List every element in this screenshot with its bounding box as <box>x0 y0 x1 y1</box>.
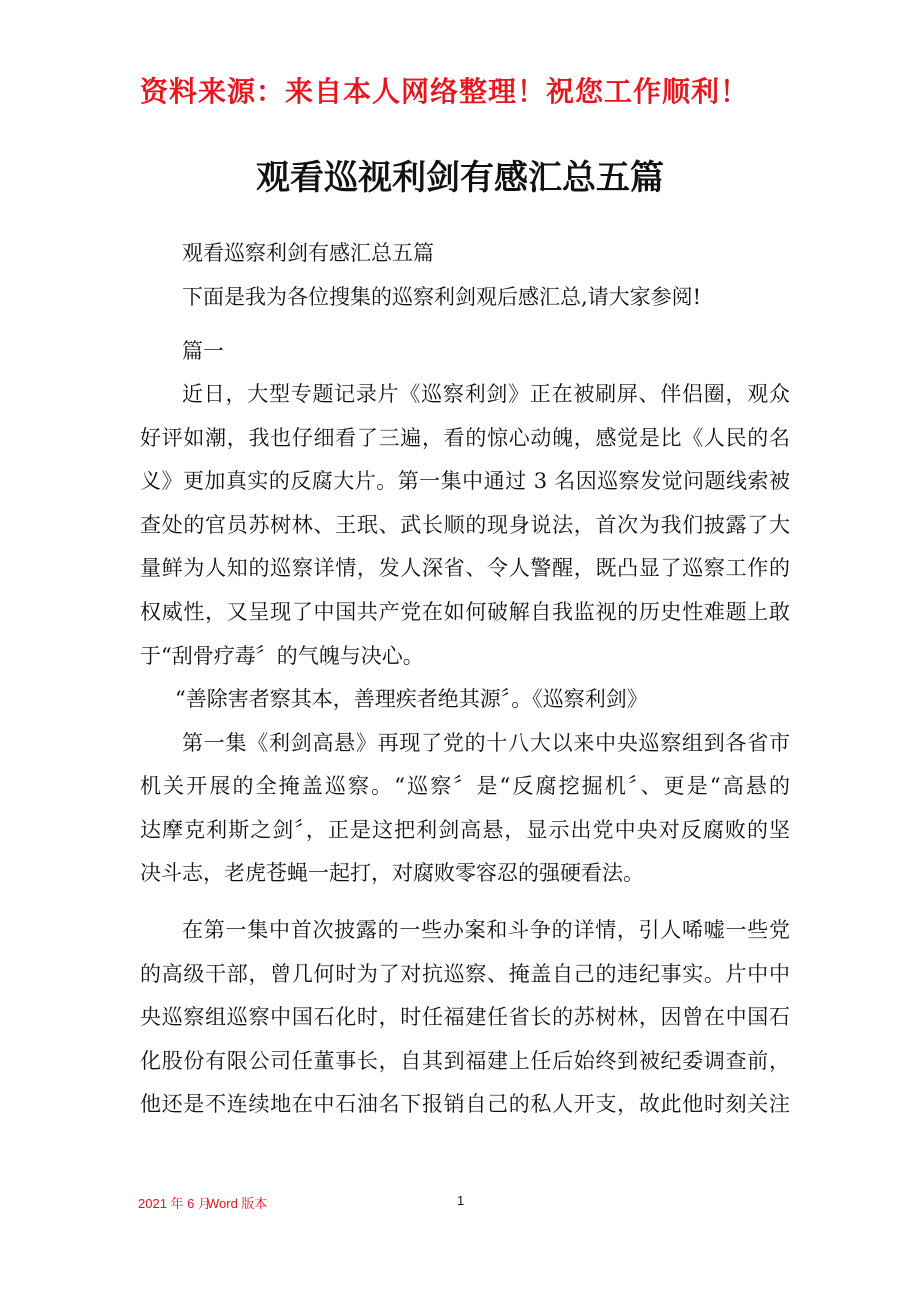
paragraph-line: 于“刮骨疗毒〞的气魄与决心。 <box>140 644 424 668</box>
paragraph-line: 好评如潮，我也仔细看了三遍，看的惊心动魄，感觉是比《人民的名 <box>140 426 790 450</box>
subtitle-line: 观看巡察利剑有感汇总五篇 <box>182 241 434 265</box>
footer-version: Word 版本 <box>207 1196 268 1211</box>
paragraph-line: 他还是不连续地在中石油名下报销自己的私人开支，故此他时刻关注 <box>140 1092 790 1116</box>
paragraph-line: 的高级干部，曾几何时为了对抗巡察、掩盖自己的违纪事实。片中中 <box>140 962 790 986</box>
paragraph-line: 查处的官员苏树林、王珉、武长顺的现身说法，首次为我们披露了大 <box>140 513 790 537</box>
document-title: 观看巡视利剑有感汇总五篇 <box>256 158 664 198</box>
paragraph-line: 机关开展的全掩盖巡察。“巡察〞是“反腐挖掘机〞、更是“高悬的 <box>140 774 790 798</box>
paragraph-line: 量鲜为人知的巡察详情，发人深省、令人警醒，既凸显了巡察工作的 <box>140 556 790 580</box>
page-number: 1 <box>457 1193 465 1208</box>
paragraph-line: 央巡察组巡察中国石化时，时任福建任省长的苏树林，因曾在中国石 <box>140 1005 790 1029</box>
paragraph-line: 近日，大型专题记录片《巡察利剑》正在被刷屏、伴侣圈，观众 <box>182 382 790 406</box>
paragraph-line: 权威性，又呈现了中国共产党在如何破解自我监视的历史性难题上敢 <box>140 600 790 624</box>
paragraph-line: 化股份有限公司任董事长，自其到福建上任后始终到被纪委调查前， <box>140 1049 790 1073</box>
section-heading: 篇一 <box>182 339 224 363</box>
paragraph-line: 第一集《利剑高悬》再现了党的十八大以来中央巡察组到各省市 <box>182 731 790 755</box>
paragraph-line: 决斗志，老虎苍蝇一起打，对腐败零容忍的强硬看法。 <box>140 861 644 885</box>
quote-line: “善除害者察其本，善理疾者绝其源〞。《巡察利剑》 <box>175 687 648 711</box>
intro-line: 下面是我为各位搜集的巡察利剑观后感汇总,请大家参阅! <box>182 285 702 309</box>
source-note: 资料来源：来自本人网络整理！祝您工作顺利！ <box>140 75 750 108</box>
footer-date: 2021 年 6 月 <box>138 1196 211 1211</box>
paragraph-line: 达摩克利斯之剑〞，正是这把利剑高悬，显示出党中央对反腐败的坚 <box>140 818 790 842</box>
paragraph-line: 义》更加真实的反腐大片。第一集中通过 3 名因巡察发觉问题线索被 <box>140 469 790 493</box>
paragraph-line: 在第一集中首次披露的一些办案和斗争的详情，引人唏嘘一些党 <box>182 918 790 942</box>
